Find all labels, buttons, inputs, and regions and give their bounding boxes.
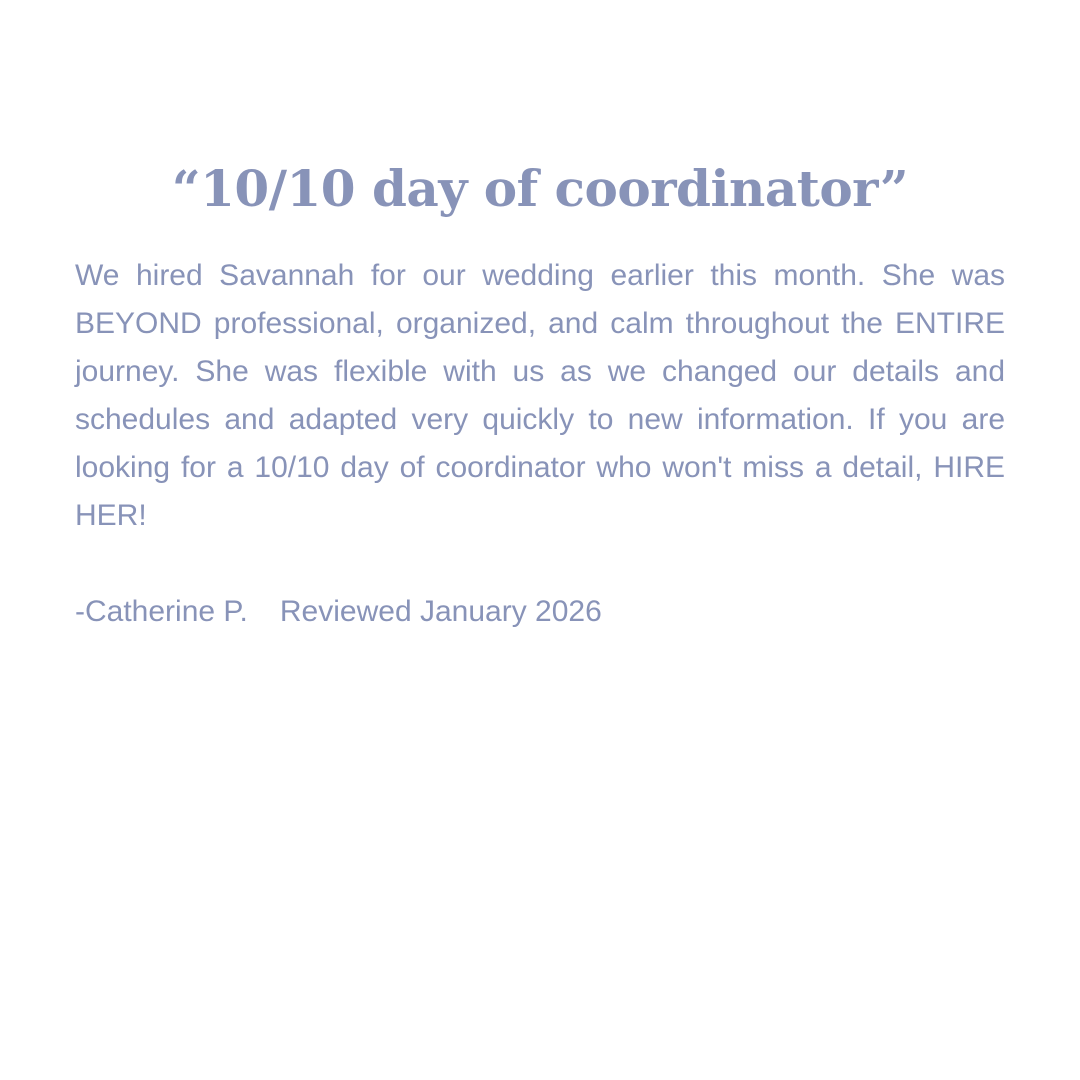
testimonial-attribution bbox=[75, 588, 1005, 636]
testimonial-title: “10/10 day of coordinator” bbox=[171, 159, 909, 218]
author-name: -Catherine P. bbox=[75, 595, 248, 628]
testimonial-body: We hired Savannah for our wedding earlier this month. She was BEYOND professional, organized, and calm throughout the ENTIRE journey. She was flexible with us as we changed our details and schedules and adapted very quickly to new information. If you are looking for a 10/10 day of coordinator who won't miss a detail, HIRE HER! bbox=[75, 259, 1005, 532]
review-date: Reviewed January 2026 bbox=[279, 595, 602, 628]
